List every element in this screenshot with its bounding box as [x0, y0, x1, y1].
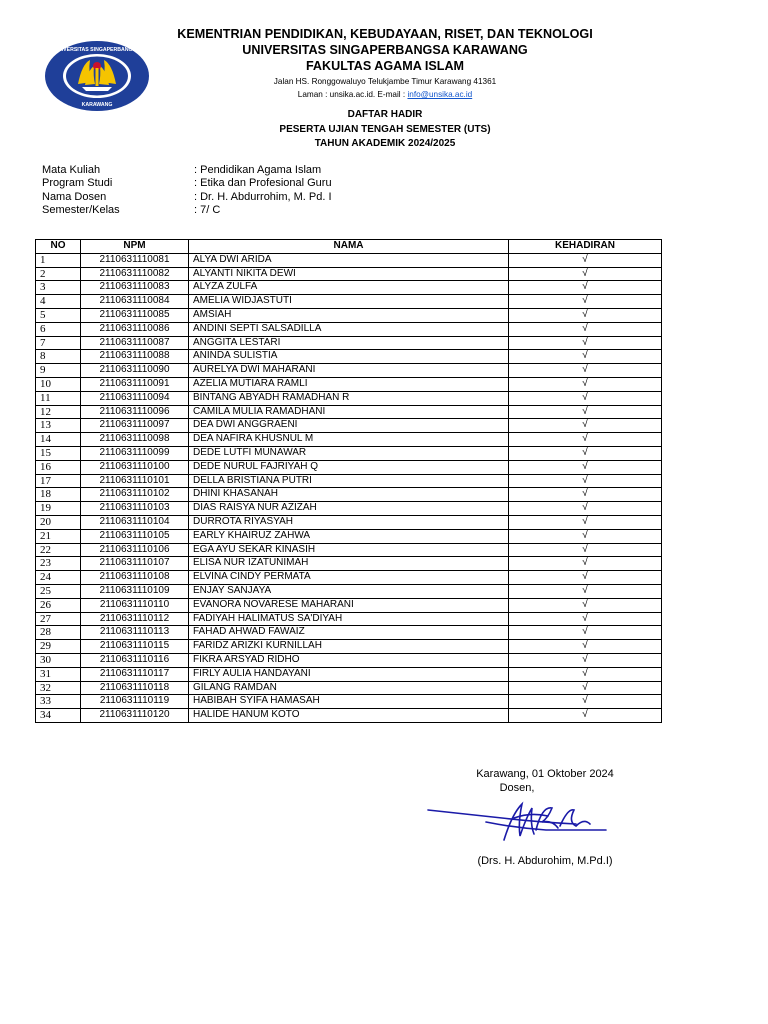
table-row	[36, 281, 662, 295]
cell-no: 23	[36, 557, 81, 571]
cell-no: 16	[36, 460, 81, 474]
cell-no: 4	[36, 295, 81, 309]
cell-nama: ALYA DWI ARIDA	[189, 253, 509, 267]
document-title	[130, 108, 640, 152]
cell-no: 5	[36, 308, 81, 322]
info-label: Mata Kuliah	[42, 164, 101, 176]
table-row	[36, 474, 662, 488]
table-row	[36, 350, 662, 364]
cell-nama: DURROTA RIYASYAH	[189, 515, 509, 529]
table-row	[36, 626, 662, 640]
cell-npm: 2110631110119	[81, 695, 189, 709]
info-value: : 7/ C	[194, 204, 221, 217]
table-row	[36, 446, 662, 460]
cell-kehadiran: √	[509, 515, 662, 529]
cell-npm: 2110631110083	[81, 281, 189, 295]
cell-kehadiran: √	[509, 377, 662, 391]
faculty-name: FAKULTAS AGAMA ISLAM	[305, 59, 465, 73]
cell-npm: 2110631110084	[81, 295, 189, 309]
cell-npm: 2110631110112	[81, 612, 189, 626]
cell-npm: 2110631110097	[81, 419, 189, 433]
cell-kehadiran: √	[509, 598, 662, 612]
column-header-kehadiran: KEHADIRAN	[509, 240, 662, 254]
cell-kehadiran: √	[509, 446, 662, 460]
table-row	[36, 529, 662, 543]
cell-no: 30	[36, 653, 81, 667]
cell-nama: GILANG RAMDAN	[189, 681, 509, 695]
email-link[interactable]: info@unsika.ac.id	[407, 90, 473, 99]
cell-kehadiran: √	[509, 336, 662, 350]
table-row	[36, 653, 662, 667]
cell-no: 22	[36, 543, 81, 557]
info-value: : Etika dan Profesional Guru	[194, 177, 332, 190]
column-header-nama: NAMA	[189, 240, 509, 254]
course-info	[42, 164, 332, 218]
cell-no: 26	[36, 598, 81, 612]
info-label: Program Studi	[42, 177, 113, 190]
cell-no: 34	[36, 709, 81, 723]
cell-kehadiran: √	[509, 253, 662, 267]
cell-nama: AZELIA MUTIARA RAMLI	[189, 377, 509, 391]
cell-npm: 2110631110110	[81, 598, 189, 612]
cell-npm: 2110631110108	[81, 571, 189, 585]
cell-nama: ANINDA SULISTIA	[189, 350, 509, 364]
cell-no: 18	[36, 488, 81, 502]
column-header-no: NO	[36, 240, 81, 254]
cell-no: 15	[36, 446, 81, 460]
signatory-name: (Drs. H. Abdurohim, M.Pd.I)	[477, 855, 613, 867]
cell-kehadiran: √	[509, 391, 662, 405]
table-row	[36, 253, 662, 267]
info-row	[42, 191, 332, 204]
address-line: Jalan HS. Ronggowaluyo Telukjambe Timur Karawang 41361	[273, 77, 497, 86]
cell-kehadiran: √	[509, 405, 662, 419]
cell-kehadiran: √	[509, 488, 662, 502]
cell-nama: ELISA NUR IZATUNIMAH	[189, 557, 509, 571]
table-row	[36, 695, 662, 709]
cell-npm: 2110631110105	[81, 529, 189, 543]
cell-no: 7	[36, 336, 81, 350]
cell-nama: EGA AYU SEKAR KINASIH	[189, 543, 509, 557]
cell-no: 25	[36, 584, 81, 598]
cell-kehadiran: √	[509, 557, 662, 571]
cell-nama: FIRLY AULIA HANDAYANI	[189, 667, 509, 681]
cell-no: 1	[36, 253, 81, 267]
cell-npm: 2110631110099	[81, 446, 189, 460]
table-header-row	[36, 240, 662, 254]
table-row	[36, 377, 662, 391]
table-row	[36, 322, 662, 336]
cell-npm: 2110631110116	[81, 653, 189, 667]
cell-no: 19	[36, 502, 81, 516]
cell-no: 32	[36, 681, 81, 695]
cell-nama: HALIDE HANUM KOTO	[189, 709, 509, 723]
cell-npm: 2110631110087	[81, 336, 189, 350]
info-label: Nama Dosen	[42, 190, 107, 203]
cell-nama: ANDINI SEPTI SALSADILLA	[189, 322, 509, 336]
cell-kehadiran: √	[509, 281, 662, 295]
cell-no: 6	[36, 322, 81, 336]
title-line-2: PESERTA UJIAN TENGAH SEMESTER (UTS)	[279, 123, 491, 135]
cell-npm: 2110631110088	[81, 350, 189, 364]
column-header-npm: NPM	[81, 240, 189, 254]
cell-kehadiran: √	[509, 695, 662, 709]
cell-no: 12	[36, 405, 81, 419]
cell-nama: HABIBAH SYIFA HAMASAH	[189, 695, 509, 709]
table-row	[36, 543, 662, 557]
cell-npm: 2110631110100	[81, 460, 189, 474]
cell-kehadiran: √	[509, 433, 662, 447]
cell-npm: 2110631110085	[81, 308, 189, 322]
cell-no: 31	[36, 667, 81, 681]
cell-no: 20	[36, 515, 81, 529]
cell-kehadiran: √	[509, 267, 662, 281]
svg-text:UNIVERSITAS SINGAPERBANGSA: UNIVERSITAS SINGAPERBANGSA	[54, 47, 140, 53]
cell-nama: ALYZA ZULFA	[189, 281, 509, 295]
cell-kehadiran: √	[509, 709, 662, 723]
cell-kehadiran: √	[509, 308, 662, 322]
cell-kehadiran: √	[509, 295, 662, 309]
table-row	[36, 571, 662, 585]
table-row	[36, 515, 662, 529]
table-row	[36, 667, 662, 681]
table-row	[36, 391, 662, 405]
cell-kehadiran: √	[509, 640, 662, 654]
attendance-table	[35, 239, 662, 723]
cell-kehadiran: √	[509, 474, 662, 488]
cell-npm: 2110631110081	[81, 253, 189, 267]
table-row	[36, 405, 662, 419]
contact-line	[130, 89, 640, 100]
table-row	[36, 419, 662, 433]
cell-kehadiran: √	[509, 626, 662, 640]
cell-no: 3	[36, 281, 81, 295]
cell-kehadiran: √	[509, 667, 662, 681]
cell-kehadiran: √	[509, 681, 662, 695]
cell-npm: 2110631110107	[81, 557, 189, 571]
cell-no: 13	[36, 419, 81, 433]
cell-nama: AMELIA WIDJASTUTI	[189, 295, 509, 309]
cell-npm: 2110631110094	[81, 391, 189, 405]
table-row	[36, 640, 662, 654]
cell-no: 28	[36, 626, 81, 640]
cell-kehadiran: √	[509, 419, 662, 433]
cell-npm: 2110631110086	[81, 322, 189, 336]
title-line-3: TAHUN AKADEMIK 2024/2025	[314, 138, 456, 149]
info-label: Semester/Kelas	[42, 204, 120, 217]
cell-nama: DEA NAFIRA KHUSNUL M	[189, 433, 509, 447]
cell-no: 17	[36, 474, 81, 488]
cell-npm: 2110631110109	[81, 584, 189, 598]
cell-nama: ALYANTI NIKITA DEWI	[189, 267, 509, 281]
cell-kehadiran: √	[509, 584, 662, 598]
cell-npm: 2110631110096	[81, 405, 189, 419]
cell-no: 29	[36, 640, 81, 654]
table-row	[36, 433, 662, 447]
cell-nama: CAMILA MULIA RAMADHANI	[189, 405, 509, 419]
ministry-name: KEMENTRIAN PENDIDIKAN, KEBUDAYAAN, RISET, DAN TEKNOLOGI	[177, 27, 593, 41]
cell-nama: FAHAD AHWAD FAWAIZ	[189, 626, 509, 640]
cell-kehadiran: √	[509, 350, 662, 364]
cell-no: 21	[36, 529, 81, 543]
table-row	[36, 502, 662, 516]
cell-kehadiran: √	[509, 502, 662, 516]
cell-npm: 2110631110106	[81, 543, 189, 557]
info-row	[42, 164, 332, 177]
cell-nama: FADIYAH HALIMATUS SA'DIYAH	[189, 612, 509, 626]
cell-no: 2	[36, 267, 81, 281]
info-row	[42, 204, 332, 217]
info-value: : Pendidikan Agama Islam	[194, 164, 322, 176]
cell-no: 10	[36, 377, 81, 391]
handwritten-signature-icon	[426, 800, 610, 846]
table-row	[36, 364, 662, 378]
cell-nama: DELLA BRISTIANA PUTRI	[189, 474, 509, 488]
svg-text:KARAWANG: KARAWANG	[81, 102, 113, 108]
cell-kehadiran: √	[509, 322, 662, 336]
cell-npm: 2110631110117	[81, 667, 189, 681]
title-line-1: DAFTAR HADIR	[347, 109, 423, 120]
info-row	[42, 177, 332, 190]
cell-kehadiran: √	[509, 543, 662, 557]
cell-npm: 2110631110091	[81, 377, 189, 391]
table-row	[36, 295, 662, 309]
cell-kehadiran: √	[509, 364, 662, 378]
table-row	[36, 612, 662, 626]
cell-no: 33	[36, 695, 81, 709]
cell-kehadiran: √	[509, 571, 662, 585]
cell-no: 27	[36, 612, 81, 626]
cell-npm: 2110631110102	[81, 488, 189, 502]
cell-npm: 2110631110115	[81, 640, 189, 654]
cell-nama: AMSIAH	[189, 308, 509, 322]
cell-nama: DEDE NURUL FAJRIYAH Q	[189, 460, 509, 474]
cell-nama: ELVINA CINDY PERMATA	[189, 571, 509, 585]
cell-kehadiran: √	[509, 653, 662, 667]
cell-nama: ANGGITA LESTARI	[189, 336, 509, 350]
cell-nama: EVANORA NOVARESE MAHARANI	[189, 598, 509, 612]
table-row	[36, 584, 662, 598]
cell-npm: 2110631110104	[81, 515, 189, 529]
cell-no: 9	[36, 364, 81, 378]
cell-kehadiran: √	[509, 529, 662, 543]
cell-nama: FARIDZ ARIZKI KURNILLAH	[189, 640, 509, 654]
cell-nama: AURELYA DWI MAHARANI	[189, 364, 509, 378]
cell-nama: DEDE LUTFI MUNAWAR	[189, 446, 509, 460]
table-row	[36, 709, 662, 723]
info-value: : Dr. H. Abdurrohim, M. Pd. I	[194, 190, 332, 203]
cell-nama: FIKRA ARSYAD RIDHO	[189, 653, 509, 667]
cell-nama: DHINI KHASANAH	[189, 488, 509, 502]
cell-nama: ENJAY SANJAYA	[189, 584, 509, 598]
cell-npm: 2110631110103	[81, 502, 189, 516]
table-row	[36, 488, 662, 502]
cell-nama: EARLY KHAIRUZ ZAHWA	[189, 529, 509, 543]
cell-no: 8	[36, 350, 81, 364]
cell-nama: BINTANG ABYADH RAMADHAN R	[189, 391, 509, 405]
university-name: UNIVERSITAS SINGAPERBANGSA KARAWANG	[242, 43, 528, 57]
cell-npm: 2110631110120	[81, 709, 189, 723]
table-row	[36, 336, 662, 350]
table-row	[36, 460, 662, 474]
signature-place-date: Karawang, 01 Oktober 2024	[476, 768, 614, 780]
cell-nama: DEA DWI ANGGRAENI	[189, 419, 509, 433]
cell-nama: DIAS RAISYA NUR AZIZAH	[189, 502, 509, 516]
table-row	[36, 308, 662, 322]
signature-role: Dosen,	[499, 782, 535, 794]
cell-npm: 2110631110090	[81, 364, 189, 378]
cell-npm: 2110631110101	[81, 474, 189, 488]
cell-no: 11	[36, 391, 81, 405]
table-row	[36, 598, 662, 612]
cell-npm: 2110631110118	[81, 681, 189, 695]
cell-no: 24	[36, 571, 81, 585]
table-row	[36, 557, 662, 571]
letterhead	[130, 26, 640, 100]
cell-no: 14	[36, 433, 81, 447]
cell-npm: 2110631110113	[81, 626, 189, 640]
cell-kehadiran: √	[509, 612, 662, 626]
cell-kehadiran: √	[509, 460, 662, 474]
cell-npm: 2110631110098	[81, 433, 189, 447]
cell-npm: 2110631110082	[81, 267, 189, 281]
table-row	[36, 267, 662, 281]
table-row	[36, 681, 662, 695]
contact-prefix: Laman : unsika.ac.id. E-mail :	[297, 90, 408, 99]
